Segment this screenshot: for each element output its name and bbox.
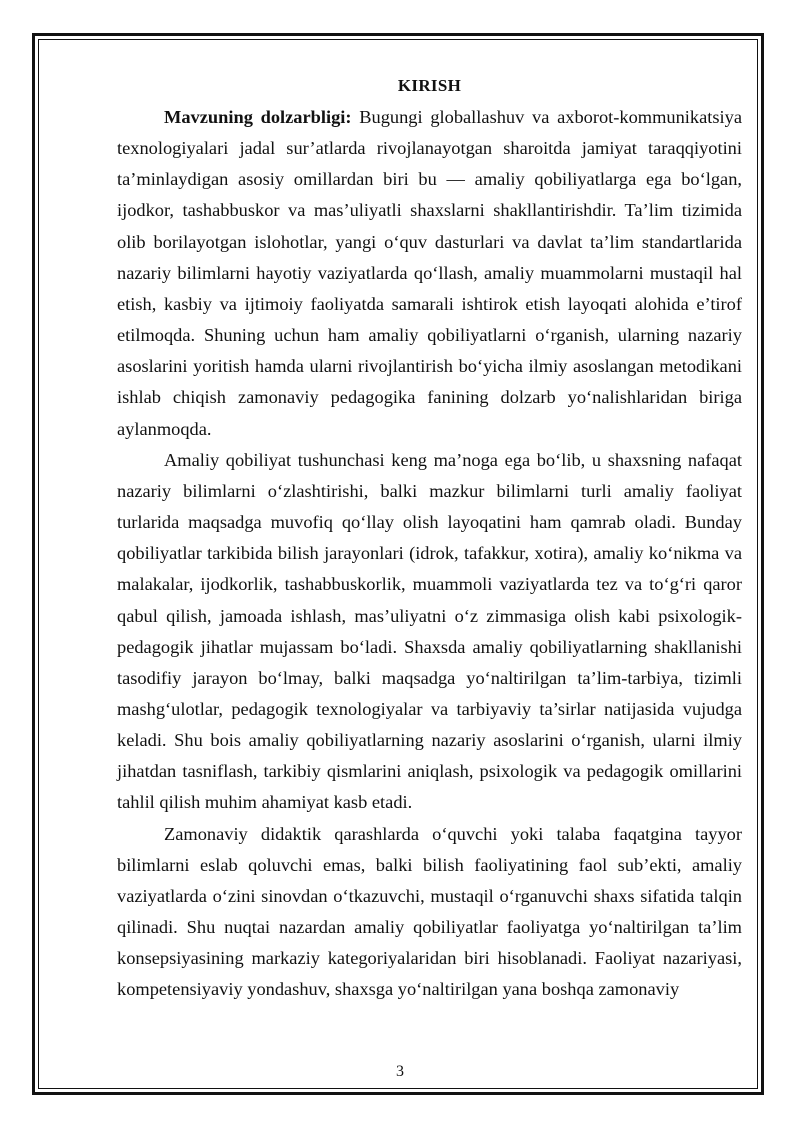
paragraph-text: Bugungi globallashuv va axborot-kommunikatsiya texnologiyalari jadal sur’atlarda rivojlanayotgan sharoitda jamiyat taraqqiyotini ta’minlaydigan asosiy omillardan biri bu — amaliy qobiliyatlarga ega bo‘lgan, ijodkor, tashabbuskor va mas’uliyatli shaxslarni shakllantirishdir. Ta’lim tizimida olib borilayotgan islohotlar, yangi o‘quv dasturlari va davlat ta’lim standartlarida nazariy bilimlarni hayotiy vaziyatlarda qo‘llash, amaliy muammolarni mustaqil hal etish, kasbiy va ijtimoiy faoliyatda samarali ishtirok etish layoqati alohida e’tirof etilmoqda. Shuning uchun ham amaliy qobiliyatlarni o‘rganish, ularning nazariy asoslarini yoritish hamda ularni rivojlantirish bo‘yicha ilmiy asoslangan metodikani ishlab chiqish zamonaviy pedagogika fanining dolzarb yo‘nalishlaridan biriga aylanmoqda. xyxy=(117,107,742,439)
paragraph-practical-ability: Amaliy qobiliyat tushunchasi keng ma’noga ega bo‘lib, u shaxsning nafaqat nazariy bilimlarni o‘zlashtirishi, balki mazkur bilimlarni turli amaliy faoliyat turlarida maqsadga muvofiq qo‘llay olish layoqatini ham qamrab oladi. Bunday qobiliyatlar tarkibida bilish jarayonlari (idrok, tafakkur, xotira), amaliy ko‘nikma va malakalar, ijodkorlik, tashabbuskorlik, muammoli vaziyatlarda tez va to‘g‘ri qaror qabul qilish, jamoada ishlash, mas’uliyatni o‘z zimmasiga olish kabi psixologik-pedagogik jihatlar mujassam bo‘ladi. Shaxsda amaliy qobiliyatlarning shakllanishi tasodifiy jarayon bo‘lmay, balki maqsadga yo‘naltirilgan ta’lim-tarbiya, tizimli mashg‘ulotlar, pedagogik texnologiyalar va tarbiyaviy ta’sirlar natijasida vujudga keladi. Shu bois amaliy qobiliyatlarning nazariy asoslarini o‘rganish, ularni ilmiy jihatdan tasniflash, tarkibiy qismlarini aniqlash, psixologik va pedagogik omillarini tahlil qilish muhim ahamiyat kasb etadi. xyxy=(117,449,742,813)
paragraph-relevance xyxy=(117,102,742,445)
document-body xyxy=(117,76,742,1006)
paragraph-lead: Mavzuning dolzarbligi: xyxy=(164,107,352,127)
section-title: KIRISH xyxy=(397,76,462,95)
paragraph-didactic-views: Zamonaviy didaktik qarashlarda o‘quvchi yoki talaba faqatgina tayyor bilimlarni eslab qoluvchi emas, balki bilish faoliyatining faol sub’ekti, amaliy vaziyatlarda o‘zini sinovdan o‘tkazuvchi, mustaqil o‘rganuvchi shaxs sifatida talqin qilinadi. Shu nuqtai nazardan amaliy qobiliyatlar faoliyatga yo‘naltirilgan ta’lim konsepsiyasining markaziy kategoriyalaridan biri hisoblanadi. Faoliyat nazariyasi, kompetensiyaviy yondashuv, shaxsga yo‘naltirilgan yana boshqa zamonaviy xyxy=(117,823,742,1000)
page-number: 3 xyxy=(396,1063,404,1080)
